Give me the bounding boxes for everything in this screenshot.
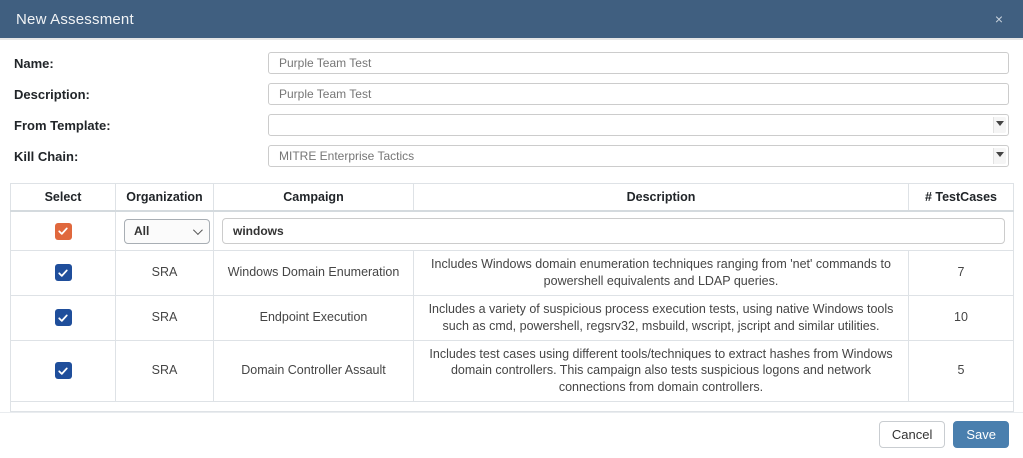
close-icon[interactable]: ×	[991, 10, 1007, 28]
organization-cell: SRA	[116, 251, 214, 296]
check-icon	[57, 312, 69, 324]
row-checkbox[interactable]	[55, 362, 72, 379]
from-template-select[interactable]	[268, 114, 1009, 136]
organization-cell: SRA	[116, 340, 214, 402]
modal-footer	[0, 412, 1023, 458]
table-row	[11, 295, 1014, 340]
row-checkbox[interactable]	[55, 309, 72, 326]
kill-chain-label: Kill Chain:	[14, 148, 79, 164]
campaign-search-input[interactable]	[222, 218, 1005, 244]
form-row-killchain	[14, 145, 1009, 167]
description-cell: Includes a variety of suspicious process execution tests, using native Windows tools such as cmd, powershell, regsrv32, msbuild, wscript, jscript and similar utilities.	[414, 295, 909, 340]
dropdown-arrow-icon[interactable]	[993, 117, 1006, 133]
name-field[interactable]	[268, 52, 1009, 74]
testcases-cell: 10	[909, 295, 1014, 340]
name-label: Name:	[14, 55, 54, 71]
testcases-cell: 7	[909, 251, 1014, 296]
modal-title: New Assessment	[16, 10, 134, 28]
organization-filter-value: All	[134, 224, 150, 238]
column-header-organization: Organization	[116, 184, 214, 212]
description-cell: Includes Windows domain enumeration techniques ranging from 'net' commands to powershell equivalents and LDAP queries.	[414, 251, 909, 296]
form-row-name	[14, 52, 1009, 74]
organization-cell: SRA	[116, 295, 214, 340]
organization-filter-select[interactable]	[124, 219, 210, 244]
check-icon	[57, 365, 69, 377]
campaigns-table-wrap	[0, 180, 1023, 412]
cancel-button[interactable]: Cancel	[879, 421, 945, 448]
form-row-template	[14, 114, 1009, 136]
description-cell: Includes test cases using different tools/techniques to extract hashes from Windows domain controllers. This campaign also tests suspicious logons and network connections from domain controllers.	[414, 340, 909, 402]
kill-chain-value: MITRE Enterprise Tactics	[279, 149, 415, 163]
row-checkbox[interactable]	[55, 264, 72, 281]
form-row-description	[14, 83, 1009, 105]
column-header-select: Select	[11, 184, 116, 212]
select-all-checkbox[interactable]	[55, 223, 72, 240]
check-icon	[57, 225, 69, 237]
table-header-row	[11, 184, 1014, 212]
campaign-cell: Windows Domain Enumeration	[214, 251, 414, 296]
save-button[interactable]: Save	[953, 421, 1009, 448]
table-row	[11, 251, 1014, 296]
description-label: Description:	[14, 86, 90, 102]
check-icon	[57, 267, 69, 279]
column-header-testcases: # TestCases	[909, 184, 1014, 212]
table-footer-row	[11, 402, 1014, 412]
table-row	[11, 340, 1014, 402]
modal-header	[0, 0, 1023, 40]
testcases-cell: 5	[909, 340, 1014, 402]
assessment-form	[0, 40, 1023, 180]
filter-row	[11, 211, 1014, 251]
column-header-description: Description	[414, 184, 909, 212]
column-header-campaign: Campaign	[214, 184, 414, 212]
chevron-down-icon	[193, 225, 203, 235]
kill-chain-select[interactable]	[268, 145, 1009, 167]
campaign-cell: Domain Controller Assault	[214, 340, 414, 402]
campaigns-table	[10, 183, 1014, 412]
from-template-label: From Template:	[14, 117, 111, 133]
dropdown-arrow-icon[interactable]	[993, 148, 1006, 164]
description-field[interactable]	[268, 83, 1009, 105]
campaign-cell: Endpoint Execution	[214, 295, 414, 340]
